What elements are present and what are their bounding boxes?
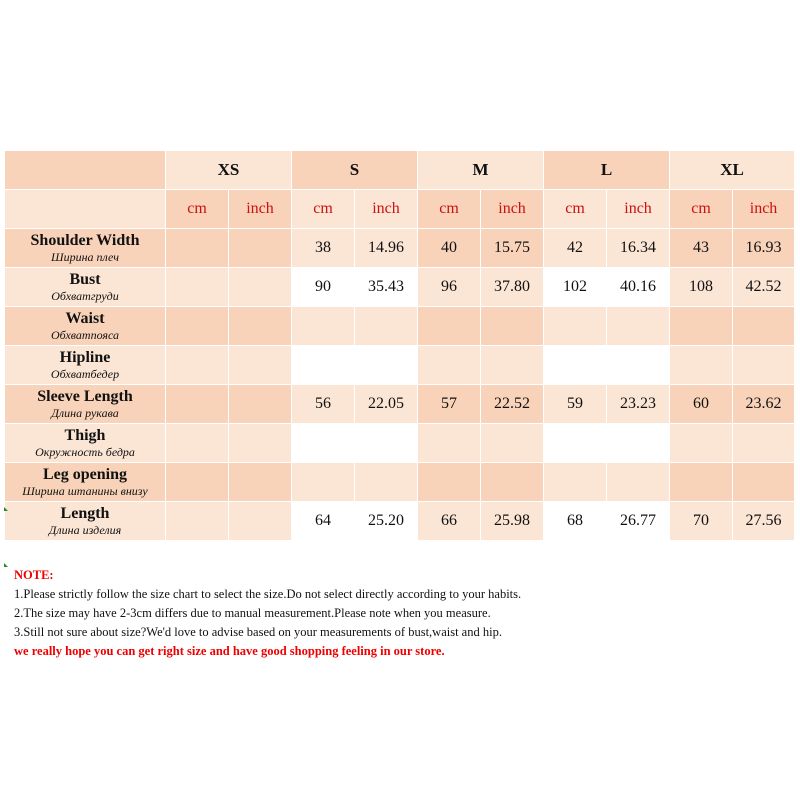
- value-cell-s-inch: 22.05: [355, 385, 418, 424]
- value-cell-xs-cm: [166, 307, 229, 346]
- corner-cell: [5, 151, 166, 190]
- value-cell-xl-inch: [733, 424, 795, 463]
- measurement-name-ru: Ширина штанины внизу: [22, 484, 148, 498]
- size-chart-table: [4, 150, 795, 541]
- notes-line-3: 3.Still not sure about size?We'd love to advise based on your measurements of bust,waist and hip.: [14, 625, 502, 639]
- value-cell-m-cm: 66: [418, 502, 481, 541]
- value-cell-xl-cm: [670, 424, 733, 463]
- measurement-name: Shoulder Width: [30, 232, 140, 249]
- measurement-name-ru: Ширина плеч: [51, 250, 119, 264]
- measurement-name: Hipline: [59, 349, 111, 366]
- measurement-row: [5, 463, 795, 502]
- value-cell-xl-cm: 108: [670, 268, 733, 307]
- value-cell-xl-inch: 42.52: [733, 268, 795, 307]
- value-cell-xs-inch: [229, 424, 292, 463]
- value-cell-xs-inch: [229, 229, 292, 268]
- measurement-name-ru: Длина рукава: [51, 406, 119, 420]
- unit-cm: cm: [544, 190, 607, 229]
- measurement-label-cell: [5, 385, 166, 424]
- measurement-label-cell: [5, 229, 166, 268]
- value-cell-m-cm: [418, 346, 481, 385]
- measurement-name: Leg opening: [42, 466, 127, 483]
- value-cell-m-inch: 15.75: [481, 229, 544, 268]
- value-cell-xs-cm: [166, 268, 229, 307]
- notes-line-1: 1.Please strictly follow the size chart to select the size.Do not select directly according to your habits.: [14, 587, 522, 601]
- value-cell-m-inch: [481, 463, 544, 502]
- value-cell-m-cm: 40: [418, 229, 481, 268]
- corner-marker-icon: [4, 507, 8, 511]
- value-cell-m-cm: [418, 307, 481, 346]
- value-cell-xs-cm: [166, 502, 229, 541]
- size-header-l: L: [544, 151, 670, 190]
- value-cell-xs-cm: [166, 385, 229, 424]
- measurement-row: [5, 307, 795, 346]
- measurement-name: Sleeve Length: [37, 388, 133, 405]
- unit-inch: inch: [355, 190, 418, 229]
- unit-cm: cm: [292, 190, 355, 229]
- value-cell-xl-inch: [733, 346, 795, 385]
- measurement-row: [5, 346, 795, 385]
- value-cell-m-inch: [481, 346, 544, 385]
- value-cell-xl-inch: [733, 307, 795, 346]
- measurement-label-cell: [5, 307, 166, 346]
- size-header-xs: XS: [166, 151, 292, 190]
- measurement-name-ru: Длина изделия: [48, 523, 122, 537]
- measurement-name-ru: Обхватгруди: [51, 289, 119, 303]
- value-cell-m-cm: [418, 424, 481, 463]
- value-cell-xl-inch: 23.62: [733, 385, 795, 424]
- unit-inch: inch: [229, 190, 292, 229]
- unit-cm: cm: [166, 190, 229, 229]
- value-cell-xs-cm: [166, 229, 229, 268]
- value-cell-xs-inch: [229, 268, 292, 307]
- size-header-m: M: [418, 151, 544, 190]
- value-cell-s-cm: [292, 346, 355, 385]
- unit-inch: inch: [481, 190, 544, 229]
- value-cell-l-inch: 23.23: [607, 385, 670, 424]
- unit-cm: cm: [418, 190, 481, 229]
- value-cell-l-cm: [544, 307, 607, 346]
- measurement-row: [5, 229, 795, 268]
- unit-cm: cm: [670, 190, 733, 229]
- value-cell-l-inch: 16.34: [607, 229, 670, 268]
- value-cell-l-inch: [607, 424, 670, 463]
- value-cell-xl-inch: [733, 463, 795, 502]
- value-cell-m-inch: [481, 307, 544, 346]
- value-cell-l-cm: 102: [544, 268, 607, 307]
- value-cell-xs-cm: [166, 346, 229, 385]
- value-cell-l-cm: [544, 463, 607, 502]
- notes-closing: we really hope you can get right size and have good shopping feeling in our store.: [14, 644, 445, 658]
- size-header-row: [5, 151, 795, 190]
- value-cell-xs-inch: [229, 385, 292, 424]
- value-cell-m-cm: 57: [418, 385, 481, 424]
- value-cell-m-inch: 25.98: [481, 502, 544, 541]
- unit-corner-cell: [5, 190, 166, 229]
- measurement-name: Bust: [69, 271, 101, 288]
- measurement-name: Waist: [65, 310, 105, 327]
- value-cell-s-inch: [355, 346, 418, 385]
- measurement-label-cell: [5, 268, 166, 307]
- value-cell-s-inch: 35.43: [355, 268, 418, 307]
- unit-inch: inch: [733, 190, 795, 229]
- value-cell-l-inch: 40.16: [607, 268, 670, 307]
- notes-line-2: 2.The size may have 2-3cm differs due to manual measurement.Please note when you measure.: [14, 606, 491, 620]
- value-cell-xs-inch: [229, 346, 292, 385]
- measurement-rows: [5, 229, 795, 541]
- value-cell-s-inch: [355, 307, 418, 346]
- value-cell-xs-cm: [166, 463, 229, 502]
- value-cell-m-inch: [481, 424, 544, 463]
- measurement-label-cell: [5, 502, 166, 541]
- value-cell-xl-cm: [670, 307, 733, 346]
- value-cell-l-cm: 59: [544, 385, 607, 424]
- corner-marker-icon: [4, 563, 8, 567]
- value-cell-l-inch: 26.77: [607, 502, 670, 541]
- measurement-name: Length: [60, 505, 110, 522]
- value-cell-s-cm: 64: [292, 502, 355, 541]
- value-cell-xl-cm: 70: [670, 502, 733, 541]
- value-cell-s-inch: [355, 424, 418, 463]
- notes-section: [14, 566, 794, 661]
- measurement-name-ru: Обхватпояса: [50, 328, 119, 342]
- value-cell-xs-cm: [166, 424, 229, 463]
- value-cell-xl-inch: 27.56: [733, 502, 795, 541]
- value-cell-xl-inch: 16.93: [733, 229, 795, 268]
- size-header-xl: XL: [670, 151, 795, 190]
- value-cell-s-inch: 25.20: [355, 502, 418, 541]
- value-cell-m-cm: [418, 463, 481, 502]
- measurement-row: [5, 268, 795, 307]
- value-cell-s-inch: 14.96: [355, 229, 418, 268]
- value-cell-s-inch: [355, 463, 418, 502]
- measurement-name-ru: Обхватбедер: [50, 367, 120, 381]
- value-cell-l-cm: [544, 424, 607, 463]
- value-cell-l-cm: 42: [544, 229, 607, 268]
- value-cell-xs-inch: [229, 463, 292, 502]
- measurement-label-cell: [5, 424, 166, 463]
- value-cell-s-cm: [292, 307, 355, 346]
- value-cell-xs-inch: [229, 307, 292, 346]
- value-cell-l-inch: [607, 463, 670, 502]
- measurement-name-ru: Окружность бедра: [35, 445, 135, 459]
- value-cell-l-inch: [607, 346, 670, 385]
- measurement-label-cell: [5, 346, 166, 385]
- unit-header-row: [5, 190, 795, 229]
- value-cell-s-cm: 56: [292, 385, 355, 424]
- value-cell-s-cm: [292, 424, 355, 463]
- value-cell-m-cm: 96: [418, 268, 481, 307]
- measurement-name: Thigh: [64, 427, 106, 444]
- value-cell-xl-cm: 43: [670, 229, 733, 268]
- value-cell-xl-cm: [670, 346, 733, 385]
- notes-title: NOTE:: [14, 568, 54, 582]
- value-cell-s-cm: 90: [292, 268, 355, 307]
- value-cell-l-cm: [544, 346, 607, 385]
- measurement-row: [5, 502, 795, 541]
- measurement-label-cell: [5, 463, 166, 502]
- measurement-row: [5, 424, 795, 463]
- unit-inch: inch: [607, 190, 670, 229]
- value-cell-xs-inch: [229, 502, 292, 541]
- value-cell-xl-cm: [670, 463, 733, 502]
- size-header-s: S: [292, 151, 418, 190]
- value-cell-xl-cm: 60: [670, 385, 733, 424]
- value-cell-l-cm: 68: [544, 502, 607, 541]
- value-cell-s-cm: [292, 463, 355, 502]
- value-cell-m-inch: 37.80: [481, 268, 544, 307]
- value-cell-s-cm: 38: [292, 229, 355, 268]
- value-cell-l-inch: [607, 307, 670, 346]
- value-cell-m-inch: 22.52: [481, 385, 544, 424]
- measurement-row: [5, 385, 795, 424]
